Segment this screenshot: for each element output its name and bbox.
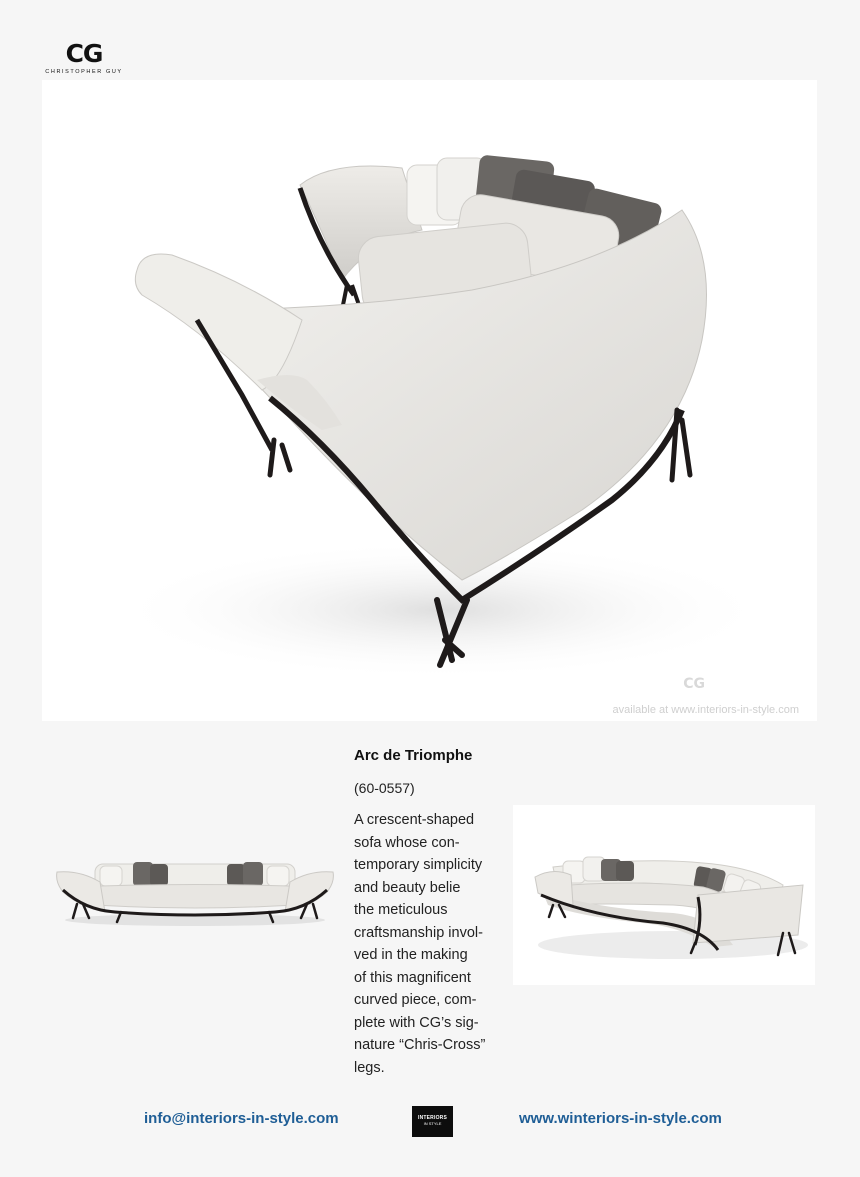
badge-line-2: IN STYLE	[423, 1121, 442, 1126]
sofa-front-illustration	[55, 852, 335, 930]
description-line: ved in the making	[354, 947, 468, 963]
sofa-illustration	[42, 80, 817, 721]
description-line: A crescent-shaped	[354, 812, 475, 828]
description-line: nature “Chris-Cross”	[354, 1037, 486, 1053]
logo-mark: CG	[65, 39, 103, 68]
description-line: temporary simplicity	[354, 857, 483, 873]
description-line: sofa whose con-	[354, 834, 460, 851]
badge-line-1: INTERIORS	[417, 1115, 448, 1121]
product-title: Arc de Triomphe	[354, 747, 473, 764]
footer-email-link[interactable]: info@interiors-in-style.com	[144, 1110, 339, 1127]
description-line: of this magnificent	[354, 969, 471, 986]
christopher-guy-logo	[42, 40, 126, 76]
description-line: craftsmanship invol-	[354, 924, 483, 941]
interiors-in-style-badge	[412, 1106, 453, 1137]
footer-website-link[interactable]: www.winteriors-in-style.com	[519, 1110, 722, 1127]
sofa-angle-illustration	[513, 805, 815, 985]
product-code: (60-0557)	[354, 780, 415, 796]
thumbnail-angle-view	[513, 805, 815, 985]
product-description	[354, 809, 506, 1079]
description-line: the meticulous	[354, 902, 448, 918]
description-line: and beauty belie	[354, 879, 461, 896]
hero-product-image	[42, 80, 817, 721]
watermark-text: available at www.interiors-in-style.com	[612, 704, 799, 716]
watermark-logo: CG	[683, 676, 705, 692]
description-line: curved piece, com-	[354, 992, 477, 1008]
thumbnail-front-view	[55, 852, 335, 930]
description-line: legs.	[354, 1059, 385, 1076]
description-line: plete with CG’s sig-	[354, 1014, 479, 1031]
logo-name: CHRISTOPHER GUY	[45, 69, 123, 75]
